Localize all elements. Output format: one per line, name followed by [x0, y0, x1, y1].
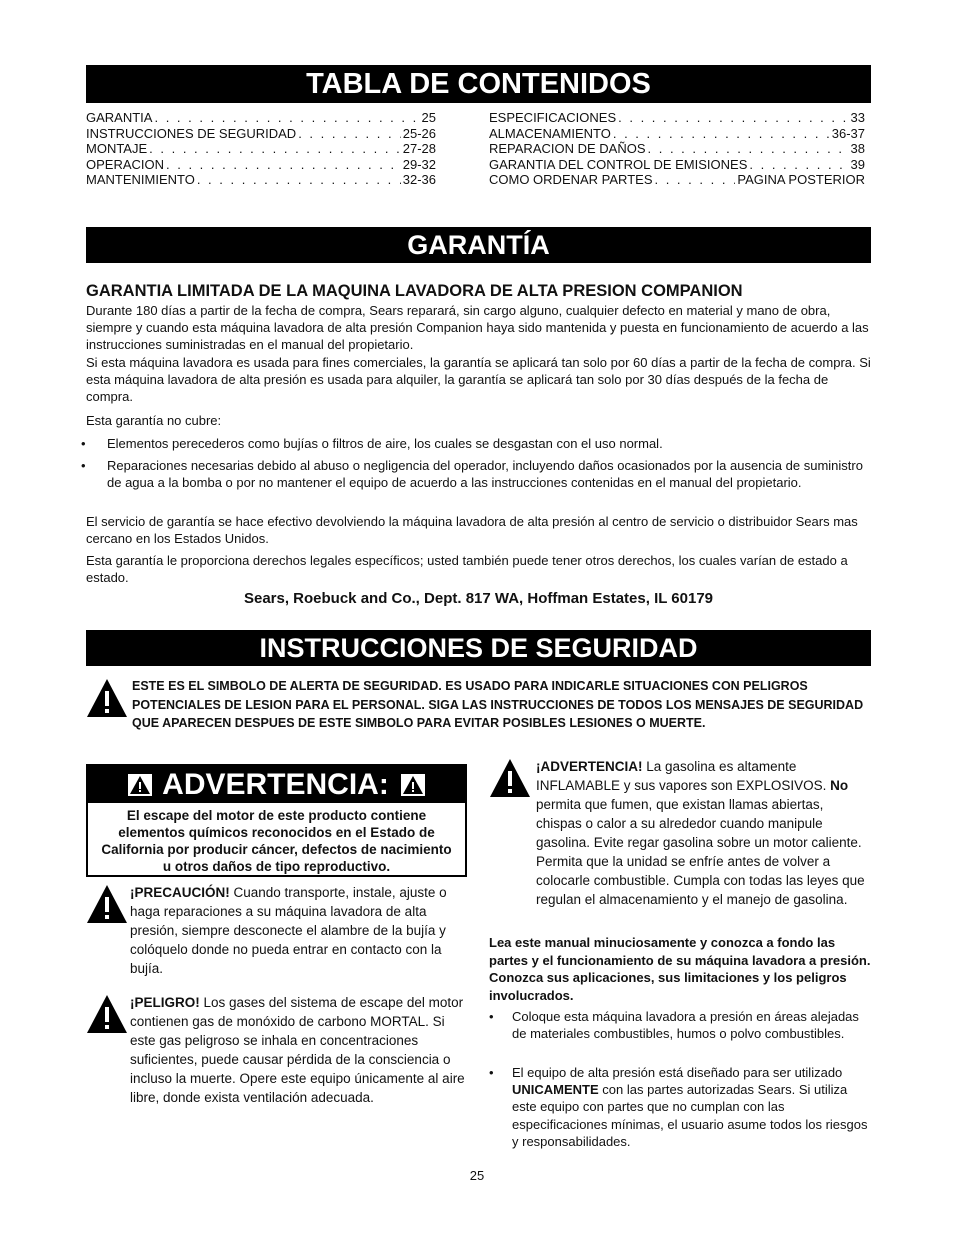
- advertencia-box: [86, 764, 467, 877]
- advertencia-body-1: La gasolina es altamente INFLAMABLE y sus vapores son EXPLOSIVOS.: [536, 759, 831, 793]
- toc-entry: [489, 172, 865, 188]
- advertencia-lead: ¡ADVERTENCIA!: [536, 759, 643, 774]
- toc-entry-page: 38: [850, 141, 865, 157]
- bullet-dot: •: [81, 436, 86, 451]
- read-manual-text: Lea este manual minuciosamente y conozca a fondo las partes y el funcionamiento de su máquina lavadora a presión. Conozca sus aplicaciones, sus limitaciones y los peligros involucrados.: [489, 935, 871, 1003]
- toc-entry-label: MANTENIMIENTO: [86, 172, 195, 188]
- toc-title-banner: TABLA DE CONTENIDOS: [86, 65, 871, 103]
- toc-entry-page: 32-36: [402, 172, 436, 188]
- toc-entry: [86, 141, 436, 157]
- warranty-paragraph-3: Esta garantía no cubre:: [86, 413, 222, 428]
- toc-leader-dots: [648, 141, 849, 157]
- toc-entry-page: 25: [421, 110, 436, 125]
- toc-leader-dots: [298, 126, 401, 142]
- peligro-body: Los gases del sistema de escape del motor contienen gas de monóxido de carbono MORTAL. Si este gas peligroso se inhala en concentraciones suficientes, puede causar pérdida de la consciencia o incluso la muerte. Opere este equipo únicamente al aire libre, donde exista ventilación adecuada.: [130, 995, 465, 1105]
- toc-entry-label: REPARACION DE DAÑOS: [489, 141, 646, 157]
- right-bullet-2: [489, 1064, 870, 1150]
- bullet-dot: •: [489, 1065, 494, 1080]
- precaucion-lead: ¡PRECAUCIÓN!: [130, 885, 230, 900]
- toc-leader-dots: [166, 157, 401, 173]
- toc-entry: [86, 126, 436, 142]
- toc-left-column: [86, 110, 436, 188]
- toc-leader-dots: [654, 172, 735, 188]
- toc-entry-label: ESPECIFICACIONES: [489, 110, 617, 125]
- toc-entry-label: INSTRUCCIONES DE SEGURIDAD: [86, 125, 297, 141]
- precaucion-text: [130, 883, 465, 978]
- toc-entry: [86, 157, 436, 173]
- toc-entry-page: 36-37: [831, 125, 865, 141]
- bullet-text-b: con las partes autorizadas Sears. Si utiliza este equipo con partes que no cumplan con las especificaciones mínimas, el usuario asume todos los riesgos y responsabilidades.: [512, 1082, 868, 1149]
- warranty-paragraph-4: El servicio de garantía se hace efectivo devolviendo la máquina lavadora de alta presión al centro de servicio o distribuidor Sears mas cercano en los Estados Unidos.: [86, 514, 858, 547]
- warranty-bullet-2: [81, 457, 871, 491]
- advertencia-text: [536, 757, 870, 909]
- toc-entry-page: PAGINA POSTERIOR: [737, 172, 865, 188]
- toc-entry-page: 25-26: [402, 125, 436, 141]
- warranty-title-banner: GARANTÍA: [86, 227, 871, 263]
- peligro-text: [130, 993, 468, 1107]
- warranty-paragraph-2: Si esta máquina lavadora es usada para fines comerciales, la garantía se aplicará tan solo por 60 días a partir de la fecha de compra. Si esta máquina lavadora de alta presión es usada para alquiler, la garantía se aplicará tan solo por 30 días después de la fecha de compra.: [86, 355, 871, 405]
- toc-leader-dots: [613, 126, 830, 142]
- warranty-bullet-1: [81, 435, 871, 452]
- toc-entry-label: MONTAJE: [86, 141, 148, 157]
- bullet-text: Elementos perecederos como bujías o filtros de aire, los cuales se desgastan con el uso normal.: [107, 436, 663, 451]
- precaucion-warning-icon: [86, 884, 128, 924]
- bullet-text-bold: UNICAMENTE: [512, 1082, 599, 1098]
- toc-entry: [489, 126, 865, 142]
- precaucion-body: Cuando transporte, instale, ajuste o haga reparaciones a su máquina lavadora de alta presión, siempre desconecte el alambre de la bujía y colóquelo donde no pueda entrar en contacto con la bujía.: [130, 885, 447, 976]
- sears-address: Sears, Roebuck and Co., Dept. 817 WA, Hoffman Estates, IL 60179: [243, 590, 714, 607]
- toc-entry: [489, 141, 865, 157]
- bullet-text: Reparaciones necesarias debido al abuso o negligencia del operador, incluyendo daños ocasionados por la ausencia de suministro de agua a la bomba o por no mantener el equipo de acuerdo a las instrucciones contenidas en el manual del propietario.: [107, 458, 863, 491]
- safety-alert-icon: [86, 678, 128, 718]
- warranty-paragraph-5: Esta garantía le proporciona derechos legales específicos; usted también puede tener otros derechos, los cuales varían de estado a estado.: [86, 553, 848, 586]
- toc-entry: [86, 172, 436, 188]
- toc-leader-dots: [154, 110, 419, 126]
- peligro-warning-icon: [86, 994, 128, 1034]
- toc-leader-dots: [197, 172, 401, 188]
- toc-entry: [86, 110, 436, 126]
- toc-entry-label: ALMACENAMIENTO: [489, 125, 611, 141]
- advertencia-body-2: permita que fumen, que existan llamas abiertas, chispas o calor a su alrededor cuando manipule gasolina. Evite regar gasolina sobre un motor caliente. Permita que la unidad se enfríe antes de volver a colocarle combustible. Cumpla con todas las leyes que regulan el almacenamiento y el manejo de gasolina.: [536, 797, 865, 907]
- toc-entry-page: 27-28: [402, 141, 436, 157]
- advertencia-box-title: ADVERTENCIA:: [162, 768, 389, 801]
- advertencia-no: No: [830, 778, 849, 793]
- bullet-dot: •: [81, 458, 86, 473]
- toc-entry-label: COMO ORDENAR PARTES: [489, 172, 653, 188]
- toc-leader-dots: [149, 141, 401, 157]
- toc-entry-label: GARANTIA: [86, 110, 153, 125]
- warranty-subtitle: GARANTIA LIMITADA DE LA MAQUINA LAVADORA DE ALTA PRESION COMPANION: [86, 282, 743, 300]
- toc-entry-page: 33: [850, 110, 865, 125]
- safety-title-banner: INSTRUCCIONES DE SEGURIDAD: [86, 630, 871, 666]
- bullet-text-a: El equipo de alta presión está diseñado para ser utilizado: [512, 1065, 843, 1080]
- toc-entry-label: OPERACION: [86, 156, 165, 172]
- toc-leader-dots: [749, 157, 848, 173]
- toc-leader-dots: [618, 110, 848, 126]
- bullet-text: Coloque esta máquina lavadora a presión en áreas alejadas de materiales combustibles, humos o polvo combustibles.: [512, 1009, 859, 1042]
- page-number: 25: [469, 1168, 485, 1183]
- warning-icon: [401, 774, 425, 796]
- warranty-paragraph-1: Durante 180 días a partir de la fecha de compra, Sears reparará, sin cargo alguno, cualquier defecto en material y mano de obra, siempre y cuando esta máquina lavadora de alta presión Companion haya sido mantenida y puesta en funcionamiento de acuerdo a las instrucciones suministradas en el manual del propietario.: [86, 303, 869, 353]
- toc-entry: [489, 157, 865, 173]
- toc-right-column: [489, 110, 865, 188]
- warning-icon: [128, 774, 152, 796]
- safety-alert-text: ESTE ES EL SIMBOLO DE ALERTA DE SEGURIDAD. ES USADO PARA INDICARLE SITUACIONES CON PELIGROS POTENCIALES DE LESION PARA EL PERSONAL. SIGA LAS INSTRUCCIONES DE TODOS LOS MENSAJES DE SEGURIDAD QUE APARECEN DESPUES DE ESTE SIMBOLO PARA EVITAR POSIBLES LESIONES O MUERTE.: [132, 679, 864, 731]
- toc-entry-page: 39: [850, 156, 865, 172]
- advertencia-box-header: [88, 766, 465, 803]
- advertencia-box-text: El escape del motor de este producto contiene elementos químicos reconocidos en el Estado de California por producir cáncer, defectos de nacimiento u otros daños de tipo reproductivo.: [101, 808, 452, 874]
- toc-entry-label: GARANTIA DEL CONTROL DE EMISIONES: [489, 156, 748, 172]
- toc-entry: [489, 110, 865, 126]
- advertencia-warning-icon: [489, 758, 531, 798]
- toc-entry-page: 29-32: [402, 156, 436, 172]
- right-bullet-1: [489, 1008, 870, 1042]
- peligro-lead: ¡PELIGRO!: [130, 995, 200, 1010]
- bullet-dot: •: [489, 1009, 494, 1024]
